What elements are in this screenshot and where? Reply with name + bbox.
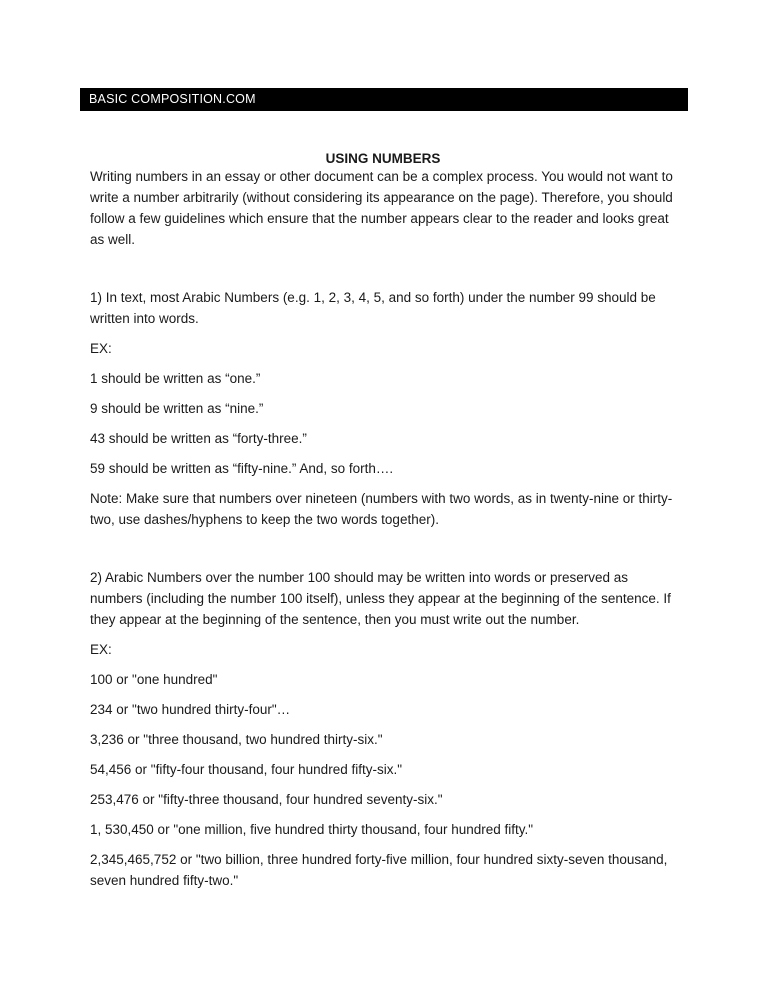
section-spacer [90,539,676,567]
example-line: 253,476 or "fifty-three thousand, four hundred seventy-six." [90,792,443,807]
example-line: 1 should be written as “one.” [90,371,261,386]
page-title: USING NUMBERS [325,151,441,166]
example-line: 43 should be written as “forty-three.” [90,431,307,446]
rule-1-note: Note: Make sure that numbers over nineteen (numbers with two words, as in twenty-nine or thirty-two, use dashes/hyphens to keep the two words together). [90,491,673,527]
section-spacer [90,259,676,287]
example-line: 100 or "one hundred" [90,672,218,687]
rule-2-example-label: EX: [90,642,112,657]
header-bar [80,88,688,111]
example-line: 9 should be written as “nine.” [90,401,264,416]
rule-2-paragraph: 2) Arabic Numbers over the number 100 should may be written into words or preserved as numbers (including the number 100 itself), unless they appear at the beginning of the sentence. If they appear at the beginning of the sentence, then you must write out the number. [90,570,671,627]
example-line: 1, 530,450 or "one million, five hundred thirty thousand, four hundred fifty." [90,822,534,837]
site-name: BASIC COMPOSITION.COM [89,92,256,106]
example-line: 54,456 or "fifty-four thousand, four hundred fifty-six." [90,762,402,777]
intro-paragraph: Writing numbers in an essay or other document can be a complex process. You would not want to write a number arbitrarily (without considering its appearance on the page). Therefore, you should follow a few guidelines which ensure that the number appears clear to the reader and looks great as well. [90,169,673,247]
example-line: 3,236 or "three thousand, two hundred thirty-six." [90,732,383,747]
example-line: 234 or "two hundred thirty-four"… [90,702,291,717]
document-body [90,166,676,891]
rule-1-paragraph: 1) In text, most Arabic Numbers (e.g. 1, 2, 3, 4, 5, and so forth) under the number 99 should be written into words. [90,290,656,326]
example-line: 2,345,465,752 or "two billion, three hundred forty-five million, four hundred sixty-seven thousand, seven hundred fifty-two." [90,852,668,888]
rule-1-example-label: EX: [90,341,112,356]
example-line: 59 should be written as “fifty-nine.” And, so forth…. [90,461,394,476]
